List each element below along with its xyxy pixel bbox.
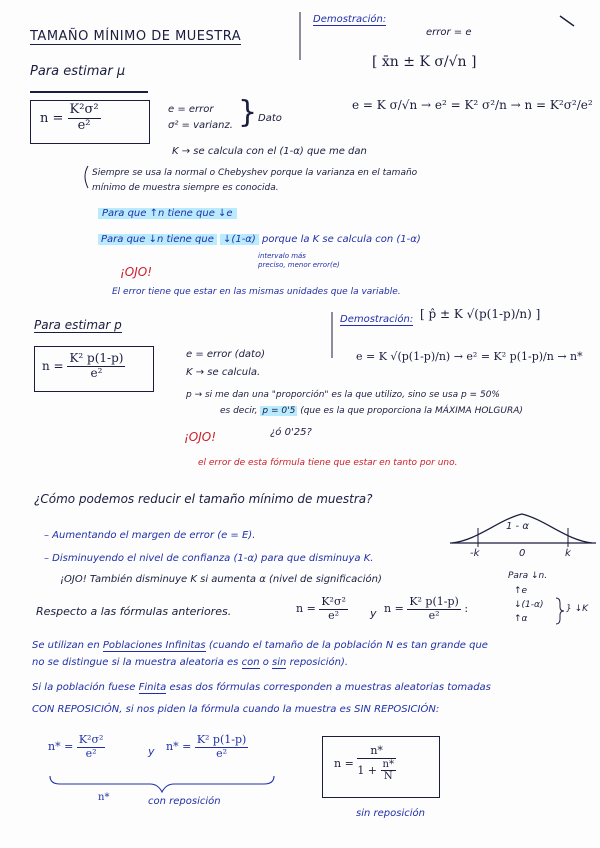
sin-num: n* <box>357 745 396 759</box>
respect-f2-den: e² <box>428 608 440 622</box>
p-formula-num: K² p(1-p) <box>69 351 124 365</box>
finite-line2-con: con <box>241 657 260 668</box>
tick-zero: 0 <box>519 548 526 559</box>
finite-line2-sin: sin <box>272 657 287 668</box>
p-heading: Para estimar p <box>34 318 122 332</box>
p-question: ¿ó 0'25? <box>270 427 312 438</box>
nstar1-num: K²σ² <box>78 733 104 746</box>
p-legend-k: K → se calcula. <box>186 367 261 378</box>
respect-text: Respecto a las fórmulas anteriores. <box>36 605 232 618</box>
side-1: Para ↓n. <box>508 571 548 581</box>
finite-line3-post: esas dos fórmulas corresponden a muestras aleatorias tomadas <box>169 682 491 693</box>
p-ojo: ¡OJO! <box>184 430 217 444</box>
p-legend-p2-post: (que es la que proporciona la MÁXIMA HOLGURA) <box>300 406 523 416</box>
curve-label: 1 - α <box>506 521 529 532</box>
respect-f1-den: e² <box>328 608 340 622</box>
mu-highlight-1: Para que ↑n tiene que ↓e <box>98 208 237 219</box>
reduce-item-1: – Aumentando el margen de error (e = E). <box>44 530 256 541</box>
finite-line1-ul: Poblaciones Infinitas <box>102 640 206 651</box>
sin-lhs: n = <box>334 756 354 770</box>
demo2-chain: e = K √(p(1-p)/n) → e² = K² p(1-p)/n → n* <box>356 350 583 363</box>
demo2-interval: [ p̂ ± K √(p(1-p)/n) ] <box>420 307 541 321</box>
side-2: ↑e <box>514 586 528 596</box>
reduce-item-3: ¡OJO! También disminuye K si aumenta α (nivel de significación) <box>60 574 382 585</box>
finite-line-4: CON REPOSICIÓN, si nos piden la fórmula cuando la muestra es SIN REPOSICIÓN: <box>32 704 440 715</box>
mu-ojo: ¡OJO! <box>120 265 153 279</box>
nstar-y: y <box>148 745 155 758</box>
nstar2-den: e² <box>216 746 228 760</box>
finite-line3-pre: Si la población fuese <box>32 682 136 693</box>
nstar1-den: e² <box>85 746 97 760</box>
respect-y: y <box>370 607 377 620</box>
sin-label: sin reposición <box>356 808 425 819</box>
mu-hl2-post: ↓(1-α) <box>220 234 259 245</box>
mu-note-line1: Siempre se usa la normal o Chebyshev porque la varianza en el tamaño <box>92 168 418 178</box>
mu-formula-num: K²σ² <box>69 102 99 117</box>
mu-legend-e: e = error <box>168 104 214 115</box>
sin-den-pre: 1 + <box>357 763 378 777</box>
p-ojo-text: el error de esta fórmula tiene que estar en tanto por uno. <box>198 458 458 468</box>
demo1-error-label: error = e <box>426 27 472 38</box>
respect-f1-num: K²σ² <box>321 595 346 608</box>
demo1-interval: [ x̄n ± K σ/√n ] <box>372 54 477 70</box>
mu-interval-note-1: intervalo más <box>258 252 306 260</box>
demo1-label: Demostración: <box>313 14 387 25</box>
reduce-question: ¿Cómo podemos reducir el tamaño mínimo de muestra? <box>34 492 373 506</box>
sin-den-num: n* <box>382 758 394 770</box>
mu-interval-note-2: preciso, menor error(e) <box>258 261 340 269</box>
p-legend-p2-val: p = 0'5 <box>262 406 296 416</box>
mu-legend-s: σ² = varianz. <box>168 120 233 131</box>
finite-line2-post: reposición). <box>289 657 349 668</box>
side-3: ↓(1-α) <box>514 600 544 610</box>
con-label: con reposición <box>148 796 221 807</box>
respect-f2-lhs: n = <box>384 602 404 616</box>
p-legend-e: e = error (dato) <box>186 349 265 360</box>
mu-legend-dato: Dato <box>258 113 282 124</box>
mu-heading: Para estimar μ <box>30 64 126 79</box>
mu-ojo-text: El error tiene que estar en las mismas unidades que la variable. <box>112 287 401 297</box>
p-legend-p1: p → si me dan una "proporción" es la que utilizo, sino se usa p = 50% <box>186 390 500 400</box>
reduce-item-2: – Disminuyendo el nivel de confianza (1-α) para que disminuya K. <box>44 553 374 564</box>
nstar2-num: K² p(1-p) <box>196 733 247 746</box>
side-5: } ↓K <box>566 604 589 614</box>
mu-legend-brace: } <box>238 95 258 130</box>
p-legend-p2-pre: es decir, <box>220 406 258 416</box>
side-4: ↑α <box>514 614 528 624</box>
demo1-chain: e = K σ/√n → e² = K² σ²/n → n = K²σ²/e² <box>352 98 593 112</box>
finite-line3-ul: Finita <box>138 682 167 693</box>
page-title: TAMAÑO MÍNIMO DE MUESTRA <box>30 29 242 44</box>
demo2-label: Demostración: <box>340 314 414 325</box>
tick-pos: k <box>565 548 571 559</box>
finite-line1-post: (cuando el tamaño de la población N es tan grande que <box>208 640 488 651</box>
sin-den-den: N <box>383 771 393 783</box>
nstar-label: n* <box>98 792 110 803</box>
mu-formula-den: e² <box>77 117 91 133</box>
p-formula-lhs: n = <box>42 358 64 373</box>
mu-formula-lhs: n = <box>40 110 64 126</box>
finite-line2-pre: no se distingue si la muestra aleatoria es <box>32 657 239 668</box>
mu-note-paren <box>85 166 88 188</box>
nstar1-lhs: n* = <box>48 740 74 754</box>
respect-f2-num: K² p(1-p) <box>409 595 459 608</box>
mu-legend-k: K → se calcula con el (1-α) que me dan <box>172 146 367 157</box>
nstar2-lhs: n* = <box>166 740 192 754</box>
finite-line2-mid: o <box>262 657 269 668</box>
respect-f2-end: : <box>464 602 469 616</box>
tick-neg: -k <box>470 548 480 559</box>
mu-hl2-pre: Para que ↓n tiene que <box>98 234 217 245</box>
mu-note-line2: mínimo de muestra siempre es conocida. <box>92 183 279 193</box>
mu-hl2-reason: porque la K se calcula con (1-α) <box>261 234 421 245</box>
finite-line1-pre: Se utilizan en <box>32 640 100 651</box>
respect-f1-lhs: n = <box>296 602 316 616</box>
p-formula-den: e² <box>90 365 103 380</box>
corner-mark <box>560 16 574 26</box>
